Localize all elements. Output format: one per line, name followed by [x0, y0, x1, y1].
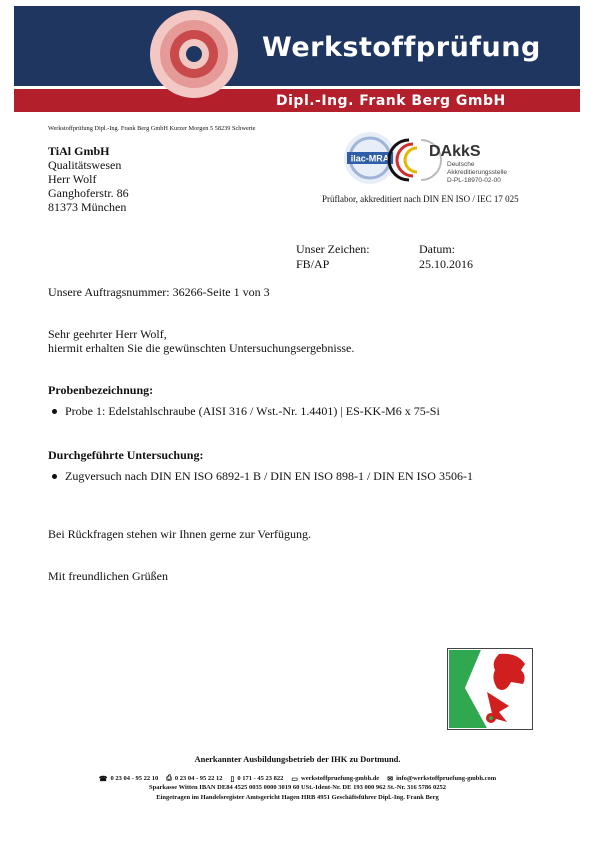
reference-label-zeichen: Unser Zeichen:	[296, 242, 370, 256]
closing-text: Mit freundlichen Grüßen	[48, 569, 168, 583]
ilac-text: ilac-MRA	[350, 153, 390, 164]
banner-subtitle: Dipl.-Ing. Frank Berg GmbH	[276, 93, 506, 109]
footer-email[interactable]: info@werkstoffpruefung-gmbh.com	[396, 775, 497, 782]
letterhead-banner	[14, 6, 580, 112]
footer-mobile: 0 171 - 45 23 822	[237, 775, 284, 782]
sender-line: Werkstoffprüfung Dipl.-Ing. Frank Berg GmbH Kurzer Morgen 5 58239 Schwerte	[48, 125, 256, 132]
svg-text:Akkreditierungsstelle: Akkreditierungsstelle	[447, 169, 507, 176]
fax-icon: ⎙	[166, 774, 172, 782]
test-item: Zugversuch nach DIN EN ISO 6892-1 B / DIN EN ISO 898-1 / DIN EN ISO 3506-1	[65, 469, 473, 483]
banner-title: Werkstoffprüfung	[262, 32, 541, 63]
footer-phone: 0 23 04 - 95 22 10	[110, 775, 159, 782]
footer-contacts	[0, 774, 595, 783]
nrw-coat-of-arms-icon	[447, 648, 533, 730]
recipient-address	[48, 144, 129, 214]
sample-item: Probe 1: Edelstahlschraube (AISI 316 / Wst.-Nr. 1.4401) | ES-KK-M6 x 75-Si	[65, 404, 440, 418]
target-logo-icon	[150, 10, 238, 98]
footer-register-line: Eingetragen im Handelsregister Amtsgericht Hagen HRB 4951 Geschäftsführer Dipl.-Ing. Frank Berg	[156, 794, 439, 801]
tests-heading: Durchgeführte Untersuchung:	[48, 448, 204, 462]
footer-fax: 0 23 04 - 95 22 12	[174, 775, 223, 782]
order-number-line: Unsere Auftragsnummer: 36266-Seite 1 von 3	[48, 285, 270, 299]
mobile-icon: ▯	[230, 774, 235, 783]
recipient-department: Qualitätswesen	[48, 158, 122, 172]
recipient-city: 81373 München	[48, 200, 127, 214]
reference-label-datum: Datum:	[419, 242, 455, 256]
bullet-icon	[52, 474, 57, 479]
footer-ihk-text: Anerkannter Ausbildungsbetrieb der IHK zu Dortmund.	[194, 754, 401, 764]
svg-text:Deutsche: Deutsche	[447, 161, 475, 168]
recipient-company: TiAl GmbH	[48, 144, 110, 158]
intro-text: hiermit erhalten Sie die gewünschten Untersuchungsergebnisse.	[48, 341, 355, 355]
questions-text: Bei Rückfragen stehen wir Ihnen gerne zur Verfügung.	[48, 527, 312, 541]
bullet-icon	[52, 409, 57, 414]
recipient-street: Ganghoferstr. 86	[48, 186, 129, 200]
footer-bank-line: Sparkasse Witten IBAN DE84 4525 0035 0000 3019 60 USt.-Ident-Nr. DE 193 000 962 St.-Nr. 316 5786 0252	[148, 784, 447, 791]
list-item	[52, 404, 440, 419]
phone-icon: ☎	[98, 774, 108, 783]
recipient-person: Herr Wolf	[48, 172, 97, 186]
svg-text:DAkkS: DAkkS	[429, 143, 481, 160]
reference-value-datum: 25.10.2016	[419, 257, 473, 271]
computer-icon: ▭	[291, 774, 299, 783]
svg-text:D-PL-18970-02-00: D-PL-18970-02-00	[447, 177, 501, 184]
email-icon: ✉	[387, 774, 394, 783]
samples-heading: Probenbezeichnung:	[48, 383, 154, 397]
salutation: Sehr geehrter Herr Wolf,	[48, 327, 167, 341]
list-item	[52, 469, 473, 484]
reference-value-zeichen: FB/AP	[296, 257, 330, 271]
accreditation-logos	[343, 130, 543, 188]
accreditation-text: Prüflabor, akkreditiert nach DIN EN ISO / IEC 17 025	[322, 194, 519, 204]
ilac-mra-logo-icon	[343, 130, 543, 188]
footer-web[interactable]: werkstoffpruefung-gmbh.de	[301, 775, 380, 782]
